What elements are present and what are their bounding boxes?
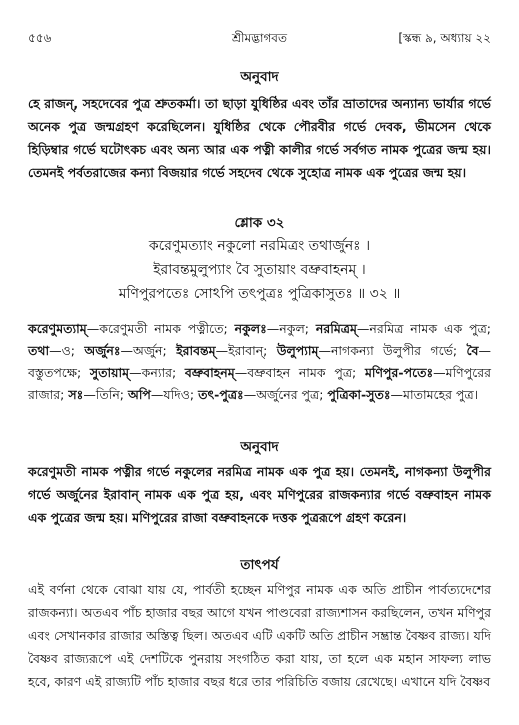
synonym-meaning: —মণিপুরের রাজার; [28,365,491,402]
synonym-word: পুত্রিকা-সুতঃ [327,387,391,402]
synonym-word: নকুলঃ [234,321,267,336]
synonym-word: তথা [28,343,50,358]
synonym-meaning: —যদিও; [150,387,199,402]
synonym-word: সুতায়াম্ [89,365,130,380]
synonym-word: অপি [128,387,151,402]
verse-text [0,234,519,306]
synonym-word: মণিপুর-পতেঃ [364,365,434,380]
synonym-word: উলুপ্যাম্ [276,343,319,358]
synonym-meaning: —নাগকন্যা উলুপীর গর্ভে; [318,343,467,358]
verse-line: মণিপুরপতেঃ সোঽপি তৎপুত্রঃ পুত্রিকাসুতঃ ॥ ৩২ ॥ [118,286,401,302]
synonym-word: তৎ-পুত্রঃ [198,387,244,402]
chapter-reference: [স্কন্ধ ৯, অধ্যায় ২২ [398,31,491,45]
synonym-meaning: —নরমিত্র নামক এক পুত্র; [356,321,491,336]
translation-text-2: করেণুমতী নামক পত্নীর গর্ভে নকুলের নরমিত্র নামক এক পুত্র হয়। তেমনই, নাগকন্যা উলুপীর গর্ভে অর্জুনের ইরাবান্ নামক এক পুত্র হয়, এবং মণিপুরের রাজকন্যার গর্ভে বভ্রুবাহন নামক এক পুত্রের জন্ম হয়। মণিপুরের রাজা বভ্রুবাহনকে দত্তক পুত্ররূপে গ্রহণ করেন। [28,464,491,525]
synonym-meaning: —বভ্রুবাহন নামক পুত্র; [234,365,365,380]
synonym-meaning: —অর্জুনের পুত্র; [243,387,328,402]
synonym-word: সঃ [68,387,84,402]
synonym-meaning: —ও; [49,343,85,358]
synonym-meaning: —কন্যার; [129,365,185,380]
synonym-meaning: —বস্তুতপক্ষে; [28,343,492,380]
translation-heading: অনুবাদ [240,69,279,85]
synonym-word: ইরাবন্তম্ [176,343,216,358]
synonym-meaning: —করেণুমতী নামক পত্নীতে; [86,321,235,336]
verse-line: ইরাবন্তমুলুপ্যাং বৈ সুতায়াং বভ্রুবাহনম্ । [153,262,366,278]
verse-heading: শ্লোক ৩২ [234,215,285,231]
synonym-meaning: —অর্জুন; [120,343,177,358]
book-title: শ্রীমদ্ভাগবত [231,31,287,45]
verse-line: করেণুমত্যাং নকুলো নরমিত্রং তথার্জুনঃ । [148,238,371,254]
purport-heading: তাৎপর্য [240,557,279,573]
translation-heading-2: অনুবাদ [240,439,279,455]
word-synonyms [28,318,491,406]
synonym-word: বভ্রুবাহনম্ [184,365,235,380]
synonym-word: করেণুমত্যাম্ [28,321,87,336]
synonym-meaning: —ইরাবান্; [215,343,277,358]
synonym-word: বৈ [466,343,479,358]
synonym-meaning: —নকুল; [266,321,316,336]
synonym-meaning: —তিনি; [83,387,128,402]
synonym-word: নরমিত্রম্ [315,321,357,336]
translation-text: হে রাজন্, সহদেবের পুত্র শ্রুতকর্মা। তা ছাড়া যুধিষ্ঠির এবং তাঁর ভ্রাতাদের অন্যান্য ভার্যার গর্ভে অনেক পুত্র জন্মগ্রহণ করেছিলেন। যুধিষ্ঠির থেকে পৌরবীর গর্ভে দেবক, ভীমসেন থেকে হিড়িম্বার গর্ভে ঘটোৎকচ এবং অন্য আর এক পত্নী কালীর গর্ভে সর্বগত নামক পুত্রের জন্ম হয়। তেমনই পর্বতরাজের কন্যা বিজয়ার গর্ভে সহদেব থেকে সুহোত্র নামক এক পুত্রের জন্ম হয়। [28,96,491,180]
page-number: ৫৫৬ [28,31,52,45]
synonym-word: অর্জুনঃ [84,343,121,358]
synonym-meaning: —মাতামহের পুত্র। [390,387,479,402]
purport-text: এই বর্ণনা থেকে বোঝা যায় যে, পার্বতী হচ্ছেন মণিপুর নামক এক অতি প্রাচীন পার্বত্যদেশের রাজকন্যা। অতএব পাঁচ হাজার বছর আগে যখন পাণ্ডবেরা রাজ্যশাসন করছিলেন, তখন মণিপুর এবং সেখানকার রাজার অস্তিত্ব ছিল। অতএব এটি একটি অতি প্রাচীন সম্ভ্রান্ত বৈষ্ণব রাজ্য। যদি বৈষ্ণব রাজ্যরূপে এই দেশটিকে পুনরায় সংগঠিত করা যায়, তা হলে এক মহান সাফল্য লাভ হবে, কারণ এই রাজ্যটি পাঁচ হাজার বছর ধরে তার পরিচিতি বজায় রেখেছে। এখানে যদি বৈষ্ণব [28,582,491,689]
page-header [28,30,491,48]
